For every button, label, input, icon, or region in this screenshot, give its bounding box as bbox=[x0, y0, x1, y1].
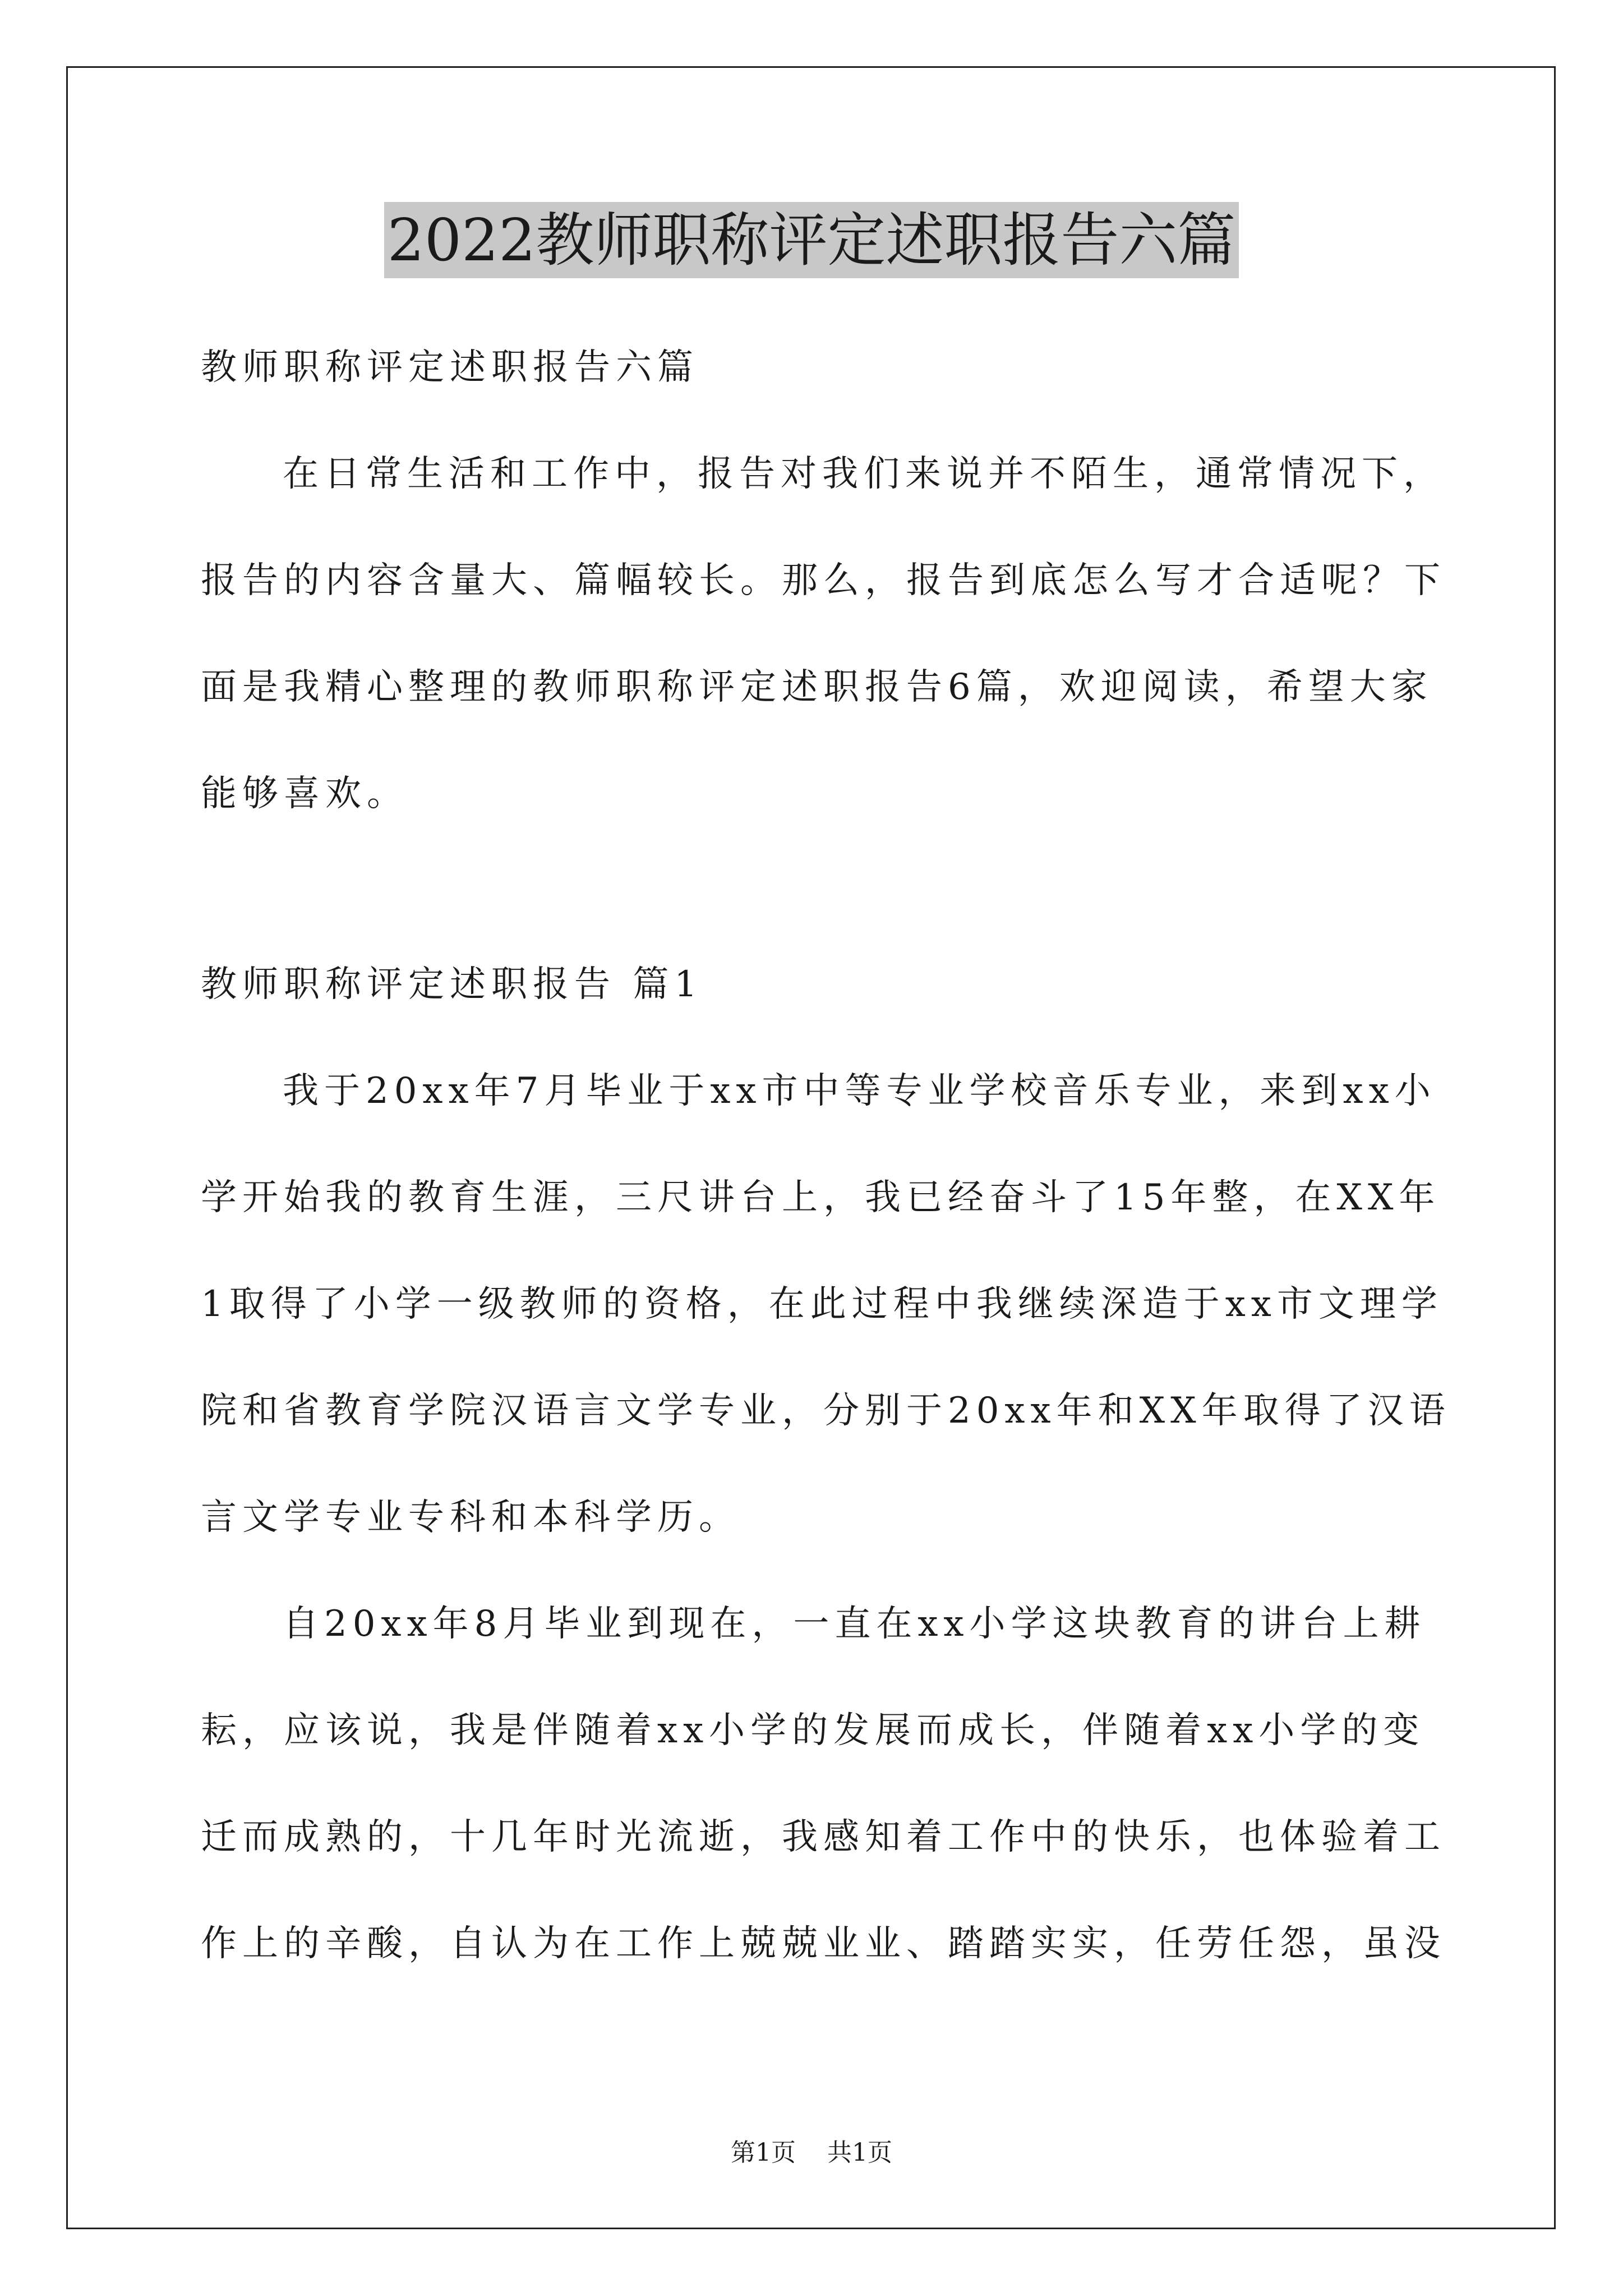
paragraph-line: 1取得了小学一级教师的资格，在此过程中我继续深造于xx市文理学 bbox=[201, 1283, 1443, 1325]
paragraph-line: 自20xx年8月毕业到现在，一直在xx小学这块教育的讲台上耕 bbox=[283, 1603, 1426, 1645]
paragraph-line: 院和省教育学院汉语言文学专业，分别于20xx年和XX年取得了汉语 bbox=[201, 1390, 1451, 1432]
intro-line: 面是我精心整理的教师职称评定述职报告6篇，欢迎阅读，希望大家 bbox=[201, 666, 1433, 708]
page-number: 第1页 bbox=[731, 2138, 796, 2167]
subtitle: 教师职称评定述职报告六篇 bbox=[201, 347, 699, 388]
paragraph-line: 作上的辛酸，自认为在工作上兢兢业业、踏踏实实，任劳任怨，虽没 bbox=[201, 1923, 1446, 1964]
section-spacer bbox=[201, 847, 1426, 931]
paragraph-line: 耘，应该说，我是伴随着xx小学的发展而成长，伴随着xx小学的变 bbox=[201, 1710, 1425, 1751]
page-total: 共1页 bbox=[827, 2138, 892, 2167]
intro-line: 报告的内容含量大、篇幅较长。那么，报告到底怎么写才合适呢？下 bbox=[201, 560, 1446, 601]
intro-line: 能够喜欢。 bbox=[201, 773, 408, 815]
intro-line: 在日常生活和工作中，报告对我们来说并不陌生，通常情况下， bbox=[283, 453, 1445, 495]
paragraph-line: 我于20xx年7月毕业于xx市中等专业学校音乐专业，来到xx小 bbox=[283, 1070, 1436, 1112]
document-body bbox=[201, 314, 1451, 1997]
paragraph-line: 学开始我的教育生涯，三尺讲台上，我已经奋斗了15年整，在XX年 bbox=[201, 1177, 1441, 1218]
paragraph-line: 言文学专业专科和本科学历。 bbox=[201, 1497, 740, 1538]
document-title: 2022教师职称评定述职报告六篇 bbox=[384, 202, 1239, 278]
page-footer bbox=[0, 2136, 1623, 2170]
section-heading: 教师职称评定述职报告 篇1 bbox=[201, 964, 703, 1005]
paragraph-line: 迁而成熟的，十几年时光流逝，我感知着工作中的快乐，也体验着工 bbox=[201, 1816, 1446, 1858]
title-container bbox=[0, 202, 1623, 278]
